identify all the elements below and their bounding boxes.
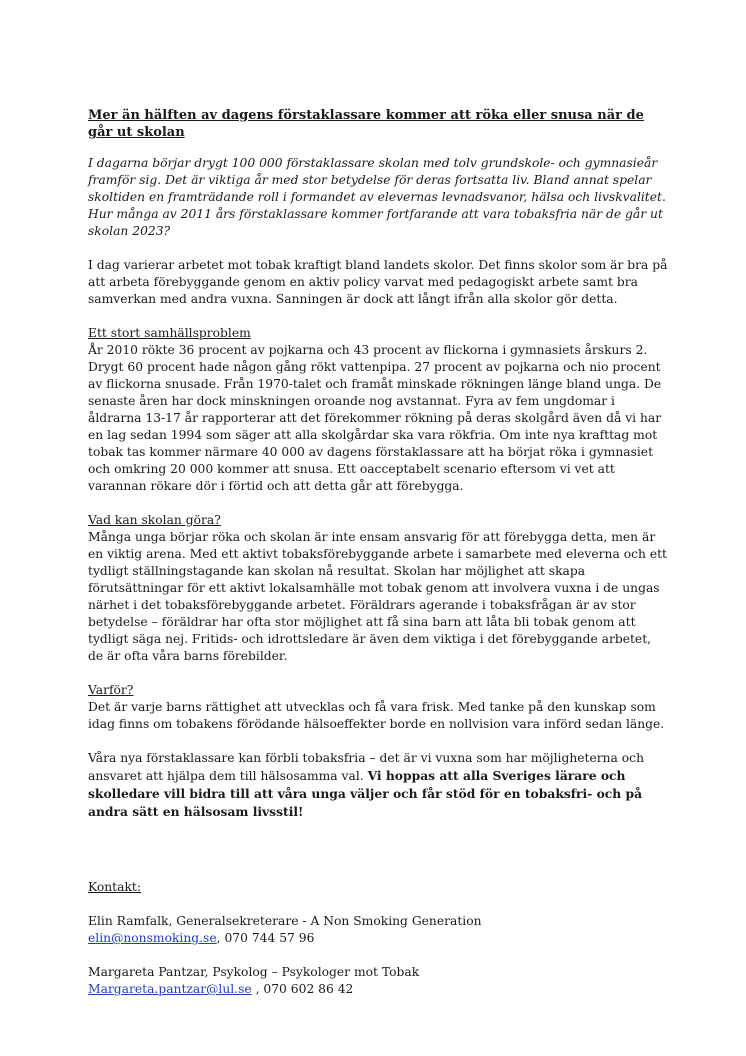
section-vad-kan-skolan-gora xyxy=(88,512,668,665)
article-intro: I dag varierar arbetet mot tobak kraftigt bland landets skolor. Det finns skolor som är bra på att arbeta förebyggande genom en aktiv policy varvat med pedagogiskt arbete samt bra samverkan med andra vuxna. Sanningen är dock att långt ifrån alla skolor gör detta. xyxy=(88,258,668,306)
section-samhallsproblem xyxy=(88,325,668,495)
contact-name-title: Elin Ramfalk, Generalsekreterare - A Non Smoking Generation xyxy=(88,914,482,928)
closing-paragraph xyxy=(88,750,668,821)
section-body: Det är varje barns rättighet att utvecklas och få vara frisk. Med tanke på den kunskap som idag finns om tobakens förödande hälsoeffekter borde en nollvision vara införd sedan länge. xyxy=(88,700,665,731)
article-title: Mer än hälften av dagens förstaklassare kommer att röka eller snusa när de går ut skolan xyxy=(88,108,644,140)
section-heading: Vad kan skolan göra? xyxy=(88,513,221,527)
closing-text: Våra nya förstaklassare kan förbli tobaksfria – det är vi vuxna som har möjligheterna och ansvaret att hjälpa dem till hälsosamma val. xyxy=(88,751,644,783)
section-varfor xyxy=(88,682,668,733)
contact-details xyxy=(88,981,668,998)
closing-bold-text: Vi hoppas att alla Sveriges lärare och skolledare vill bidra till att våra unga väljer och får stöd för en tobaksfri- och på andra sätt en hälsosam livsstil! xyxy=(88,768,643,819)
section-body: Många unga börjar röka och skolan är inte ensam ansvarig för att förebygga detta, men är en viktig arena. Med ett aktivt tobaksförebyggande arbete i samarbete med eleverna och ett tydligt ställningstagande kan skolan nå resultat. Skolan har möjlighet att skapa förutsättningar för ett aktivt lokalsamhälle mot tobak genom att involvera vuxna i de ungas närhet i det tobaksförebyggande arbetet. Föräldrars agerande i tobaksfrågan är av stor betydelse – föräldrar har ofta stor möjlighet att få sina barn att låta bli tobak genom att tydligt säga nej. Fritids- och idrottsledare är även dem viktiga i det förebyggande arbetet, de är ofta våra barns förebilder. xyxy=(88,530,667,663)
contact-email-link[interactable]: Margareta.pantzar@lul.se xyxy=(88,982,252,996)
contact-phone: , 070 744 57 96 xyxy=(216,931,315,945)
contact-name-title: Margareta Pantzar, Psykolog – Psykologer mot Tobak xyxy=(88,965,420,979)
contact-person xyxy=(88,964,668,998)
contact-person xyxy=(88,913,668,947)
contact-phone: , 070 602 86 42 xyxy=(251,982,354,996)
section-heading: Ett stort samhällsproblem xyxy=(88,326,251,340)
article-ingress: I dagarna börjar drygt 100 000 förstaklassare skolan med tolv grundskole- och gymnasieår framför sig. Det är viktiga år med stor betydelse för deras fortsatta liv. Bland annat spelar skoltiden en framträdande roll i formandet av elevernas levnadsvanor, hälsa och livskvalitet. Hur många av 2011 års förstaklassare kommer fortfarande att vara tobaksfria när de går ut skolan 2023? xyxy=(88,156,666,238)
contact-heading: Kontakt: xyxy=(88,880,141,894)
contact-email-link[interactable]: elin@nonsmoking.se xyxy=(88,931,217,945)
section-heading: Varför? xyxy=(88,683,134,697)
contact-details xyxy=(88,930,668,947)
section-body: År 2010 rökte 36 procent av pojkarna och 43 procent av flickorna i gymnasiets årskurs 2. Drygt 60 procent hade någon gång rökt vattenpipa. 27 procent av pojkarna och nio procent av flickorna snusade. Från 1970-talet och framåt minskade rökningen länge bland unga. De senaste åren har dock minskningen oroande nog avstannat. Fyra av fem ungdomar i åldrarna 13-17 år rapporterar att det förekommer rökning på deras skolgård även då vi har en lag sedan 1994 som säger att alla skolgårdar ska vara rökfria. Om inte nya krafttag mot tobak tas kommer närmare 40 000 av dagens förstaklassare att ha börjat röka i gymnasiet och omkring 20 000 kommer att snusa. Ett oacceptabelt scenario eftersom vi vet att varannan rökare dör i förtid och att detta går att förebygga. xyxy=(88,343,662,493)
document-page xyxy=(88,107,668,1015)
contact-block xyxy=(88,879,668,998)
